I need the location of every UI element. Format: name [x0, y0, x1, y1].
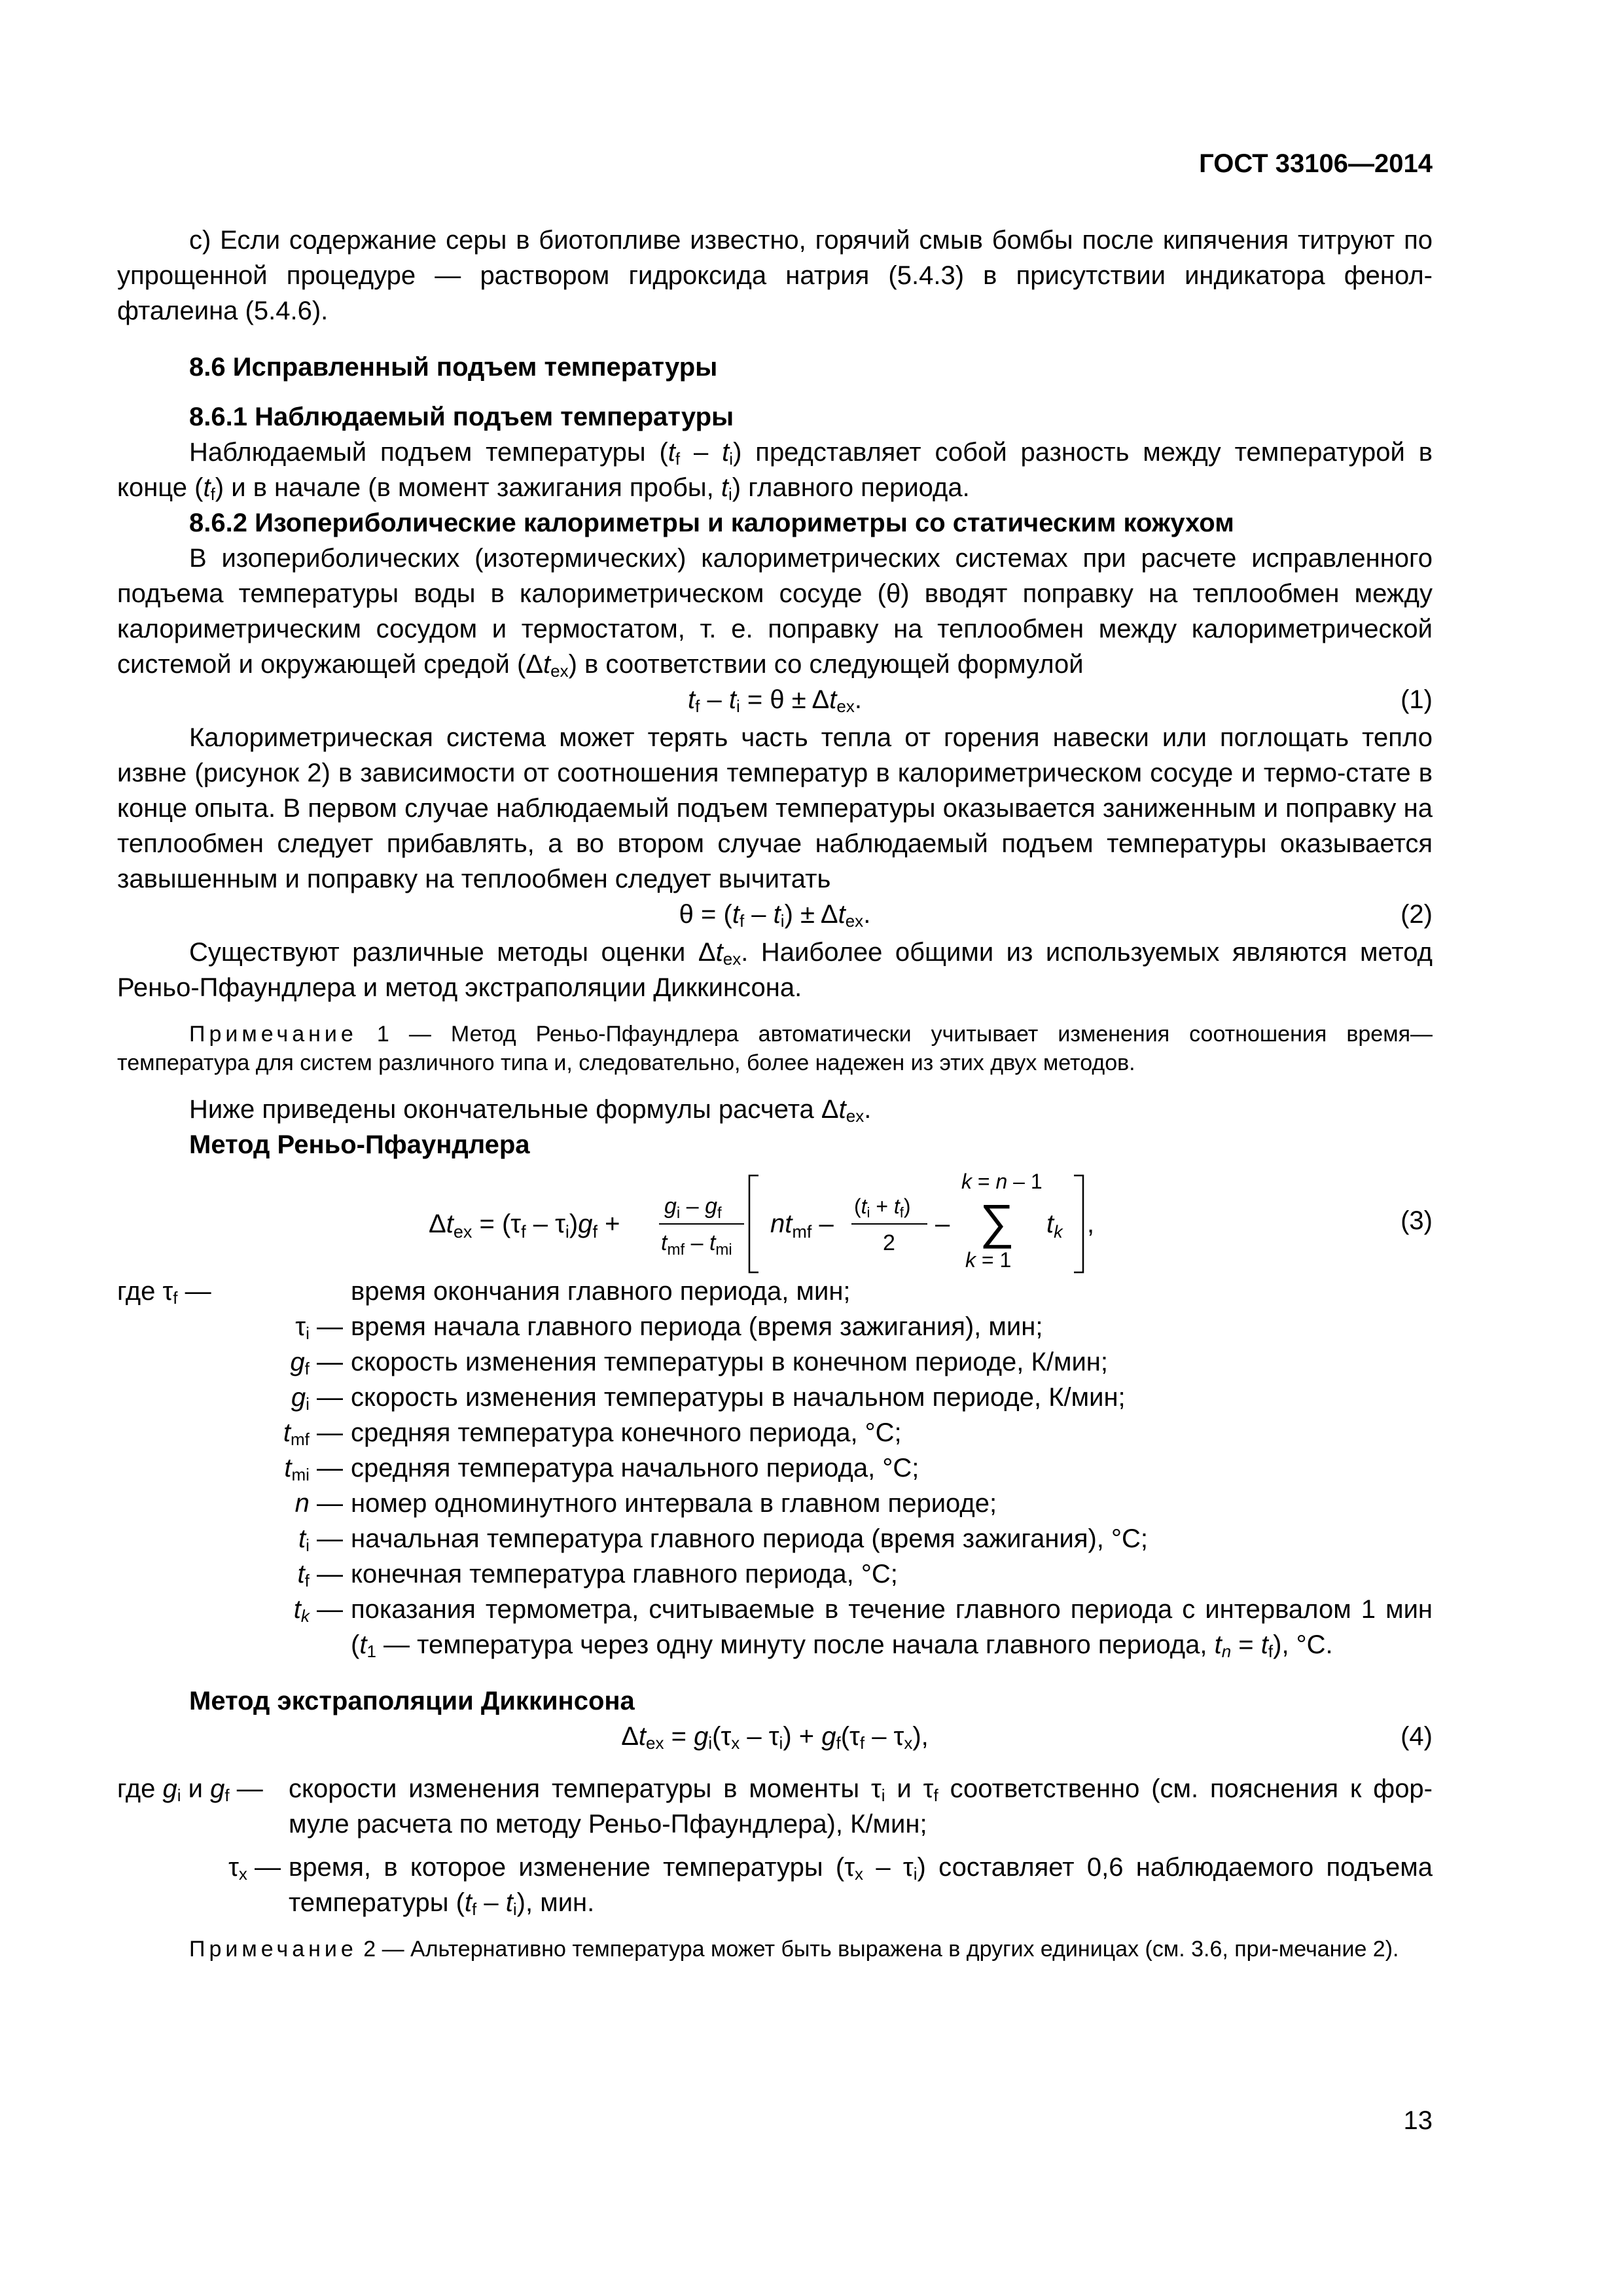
svg-text:2: 2 [883, 1230, 895, 1255]
svg-text:,: , [1087, 1210, 1095, 1238]
definition-item: $g_i$ — скорость изменения температуры в начальном периоде, К/мин; [291, 1383, 1126, 1414]
definition-item: $t_i$ — начальная температура главного периода (время зажигания), °С; [298, 1524, 1149, 1555]
definition-item: где $g_i$ и $g_f$ — скорости изменения температуры в моменты $\tau_i$ и $\tau_f$ соответственно (см. пояснения к фор-муле расчета по методу Реньо-Пфаундлера), К/мин; [117, 1774, 1433, 1839]
heading-regnault: Метод Реньо-Пфаундлера [189, 1130, 530, 1159]
paragraph-c: с) Если содержание серы в биотопливе известно, горячий смыв бомбы после кипячения титруют по упрощенной процедуре — раствором гидроксида натрия (5.4.3) в присутствии индикатора фенол-фталеина (5.4.6). [117, 226, 1433, 325]
page-number: 13 [1403, 2106, 1433, 2135]
definition-item: $t_{mf}$ — средняя температура конечного периода, °С; [283, 1418, 902, 1449]
svg-text:k = 1: k = 1 [965, 1248, 1012, 1272]
formula-1 [117, 682, 1433, 720]
formula-3 [117, 1162, 1433, 1274]
definition-item: n — номер одноминутного интервала в главном периоде; [294, 1489, 997, 1518]
heading-dickinson: Метод экстраполяции Диккинсона [189, 1687, 635, 1715]
svg-text:∑: ∑ [980, 1194, 1014, 1249]
formula-4-number: (4) [1400, 1722, 1433, 1751]
formula-2-number: (2) [1400, 900, 1433, 929]
formula-2-expression: $\theta = (t_f - t_i) \pm \Delta t_{ex}$. [679, 900, 871, 931]
definition-item: $t_{mi}$ — средняя температура начального периода, °С; [284, 1454, 919, 1484]
svg-text:–: – [935, 1210, 950, 1238]
note-1: Примечание 1 — Метод Реньо-Пфаундлера автоматически учитывает изменения соотношения время—температура для систем различного типа и, следовательно, более надежен из этих двух методов. [117, 1022, 1433, 1075]
paragraph-8-6-1: Наблюдаемый подъем температуры $(t_f - t_i)$ представляет собой разность между температурой в конце $(t_f)$ и в начале (в момент зажигания пробы, $t_i$) главного периода. [117, 438, 1433, 504]
paragraph-methods: Существуют различные методы оценки $\Delta t_{ex}$. Наиболее общими из используемых являются метод Реньо-Пфаундлера и метод экстраполяции Диккинсона. [117, 938, 1433, 1002]
svg-text:(ti + tf): (ti + tf) [854, 1194, 911, 1221]
paragraph-heat-loss: Калориметрическая система может терять часть тепла от горения навески или поглощать тепло извне (рисунок 2) в зависимости от соотношения температур в калориметрическом сосуде и термо-стате в конце опыта. В первом случае наблюдаемый подъем температуры оказывается заниженным и поправку на теплообмен следует прибавлять, а во втором случае наблюдаемый подъем температуры оказывается завышенным и поправку на теплообмен следует вычитать [117, 723, 1433, 893]
svg-text:gi – gf: $g_i - g_f$ [664, 1194, 722, 1222]
note-2: Примечание 2 — Альтернативно температура может быть выражена в других единицах (см. 3.6, при-мечание 2). [189, 1937, 1399, 1962]
definition-item: $g_f$ — скорость изменения температуры в конечном периоде, К/мин; [290, 1348, 1108, 1378]
svg-text:k = n – 1: k = n – 1 [961, 1170, 1043, 1193]
document-header: ГОСТ 33106—2014 [1199, 149, 1433, 178]
definition-item: $t_f$ — конечная температура главного периода, °С; [297, 1560, 898, 1590]
formula-1-expression: $t_f - t_i = \theta \pm \Delta t_{ex}$. [688, 685, 862, 716]
svg-text:ntmf –: $nt_{mf}$ – [770, 1210, 834, 1242]
formula-4 [117, 1719, 1433, 1757]
definitions-regnault [117, 1274, 1433, 1662]
section-heading-8-6: 8.6 Исправленный подъем температуры [189, 353, 718, 382]
definition-item: где $\tau_f$ — время окончания главного периода, мин; [117, 1277, 851, 1308]
svg-text:tk: $t_k$ [1046, 1210, 1063, 1242]
formula-2 [117, 897, 1433, 935]
svg-text:tmf – tmi: $t_{mf} - t_{mi}$ [661, 1230, 732, 1259]
formula-1-number: (1) [1400, 685, 1433, 714]
section-heading-8-6-2: 8.6.2 Изопериболические калориметры и калориметры со статическим кожухом [189, 509, 1234, 537]
definitions-dickinson [117, 1771, 1433, 1920]
formula-3-number: (3) [1400, 1206, 1433, 1235]
svg-text:Δtex = (τf – τi)gf +: $\Delta t_{ex} = (\tau_f - \tau_i)g_f$ + [429, 1210, 620, 1242]
definition-item: $\tau_x$ — время, в которое изменение температуры $(\tau_x - \tau_i)$ составляет 0,6 наблюдаемого подъема температуры $(t_f - t_i)$, мин. [228, 1853, 1433, 1919]
formula-3-expression [117, 1162, 1433, 1274]
definition-item: $t_k$ — показания термометра, считываемые в течение главного периода с интервалом 1 мин ($t_1$ — температура через одну минуту после начала главного периода, $t_n = t_f$), °С. [293, 1595, 1433, 1661]
paragraph-8-6-2: В изопериболических (изотермических) калориметрических системах при расчете исправленного подъема температуры воды в калориметрическом сосуде (θ) вводят поправку на теплообмен между калориметрическим сосудом и термостатом, т. е. поправку на теплообмен между калориметрической системой и окружающей средой $(\Delta t_{ex})$ в соответствии со следующей формулой [117, 544, 1433, 681]
paragraph-formulas-intro: Ниже приведены окончательные формулы расчета $\Delta t_{ex}$. [189, 1095, 872, 1126]
formula-4-expression: $\Delta t_{ex} = g_i(\tau_x - \tau_i) + g_f(\tau_f - \tau_x)$, [621, 1722, 929, 1753]
section-heading-8-6-1: 8.6.1 Наблюдаемый подъем температуры [189, 403, 734, 431]
definition-item: $\tau_i$ — время начала главного периода (время зажигания), мин; [295, 1312, 1043, 1343]
document-body [117, 223, 1433, 1964]
